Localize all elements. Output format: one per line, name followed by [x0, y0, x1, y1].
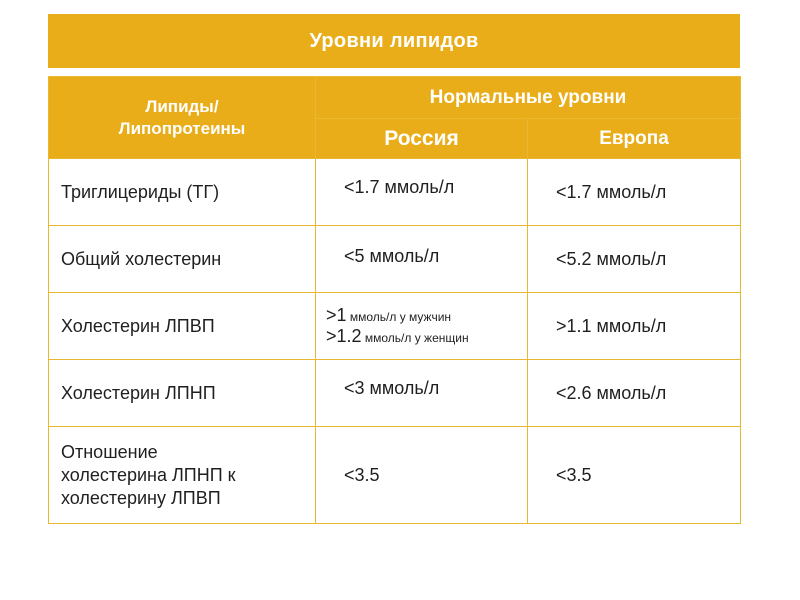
europe-value: <1.7 ммоль/л	[556, 181, 667, 202]
europe-value: <5.2 ммоль/л	[556, 248, 667, 269]
table-row	[49, 226, 741, 293]
europe-value: <2.6 ммоль/л	[556, 382, 667, 403]
row-name: Отношение холестерина ЛПНП к холестерину ЛПВП	[61, 441, 236, 508]
europe-value-cell	[528, 226, 741, 293]
table-row	[49, 427, 741, 524]
header-lipids-cell	[49, 77, 316, 159]
lipid-levels-table	[48, 76, 741, 524]
russia-value: <1.7 ммоль/л	[344, 177, 455, 197]
row-name-cell	[49, 293, 316, 360]
header-normal-levels-cell	[316, 77, 741, 119]
header-russia-cell	[316, 119, 528, 159]
russia-value-men-note: ммоль/л у мужчин	[346, 310, 452, 324]
row-name: Холестерин ЛПВП	[61, 315, 215, 336]
russia-value: <3.5	[344, 464, 380, 485]
europe-value-cell	[528, 293, 741, 360]
table-row	[49, 360, 741, 427]
europe-value: >1.1 ммоль/л	[556, 315, 667, 336]
row-name-cell	[49, 226, 316, 293]
row-name-cell	[49, 427, 316, 524]
header-europe-cell	[528, 119, 741, 159]
russia-value: <5 ммоль/л	[344, 246, 440, 266]
europe-value-cell	[528, 159, 741, 226]
header-russia-label: Россия	[384, 126, 459, 150]
table-row	[49, 293, 741, 360]
russia-value-cell	[316, 360, 528, 427]
russia-value-women-number: >1.2	[326, 326, 362, 346]
russia-value-men	[326, 305, 517, 326]
russia-value-women	[326, 326, 517, 347]
russia-value-men-number: >1	[326, 305, 347, 325]
row-name: Триглицериды (ТГ)	[61, 181, 220, 202]
header-europe-label: Европа	[599, 127, 669, 149]
russia-value-cell	[316, 427, 528, 524]
table-row	[49, 159, 741, 226]
russia-value-cell	[316, 159, 528, 226]
russia-value-cell	[316, 226, 528, 293]
russia-value-women-note: ммоль/л у женщин	[361, 331, 469, 345]
europe-value-cell	[528, 360, 741, 427]
row-name: Общий холестерин	[61, 248, 222, 269]
header-normal-levels-label: Нормальные уровни	[429, 86, 627, 108]
header-lipids-label: Липиды/ Липопротеины	[118, 96, 246, 138]
table-title-bar	[48, 14, 740, 68]
europe-value-cell	[528, 427, 741, 524]
russia-value-cell	[316, 293, 528, 360]
table-title: Уровни липидов	[309, 29, 479, 52]
row-name-cell	[49, 159, 316, 226]
europe-value: <3.5	[556, 464, 592, 485]
row-name-cell	[49, 360, 316, 427]
russia-value: <3 ммоль/л	[344, 378, 440, 398]
row-name: Холестерин ЛПНП	[61, 382, 216, 403]
